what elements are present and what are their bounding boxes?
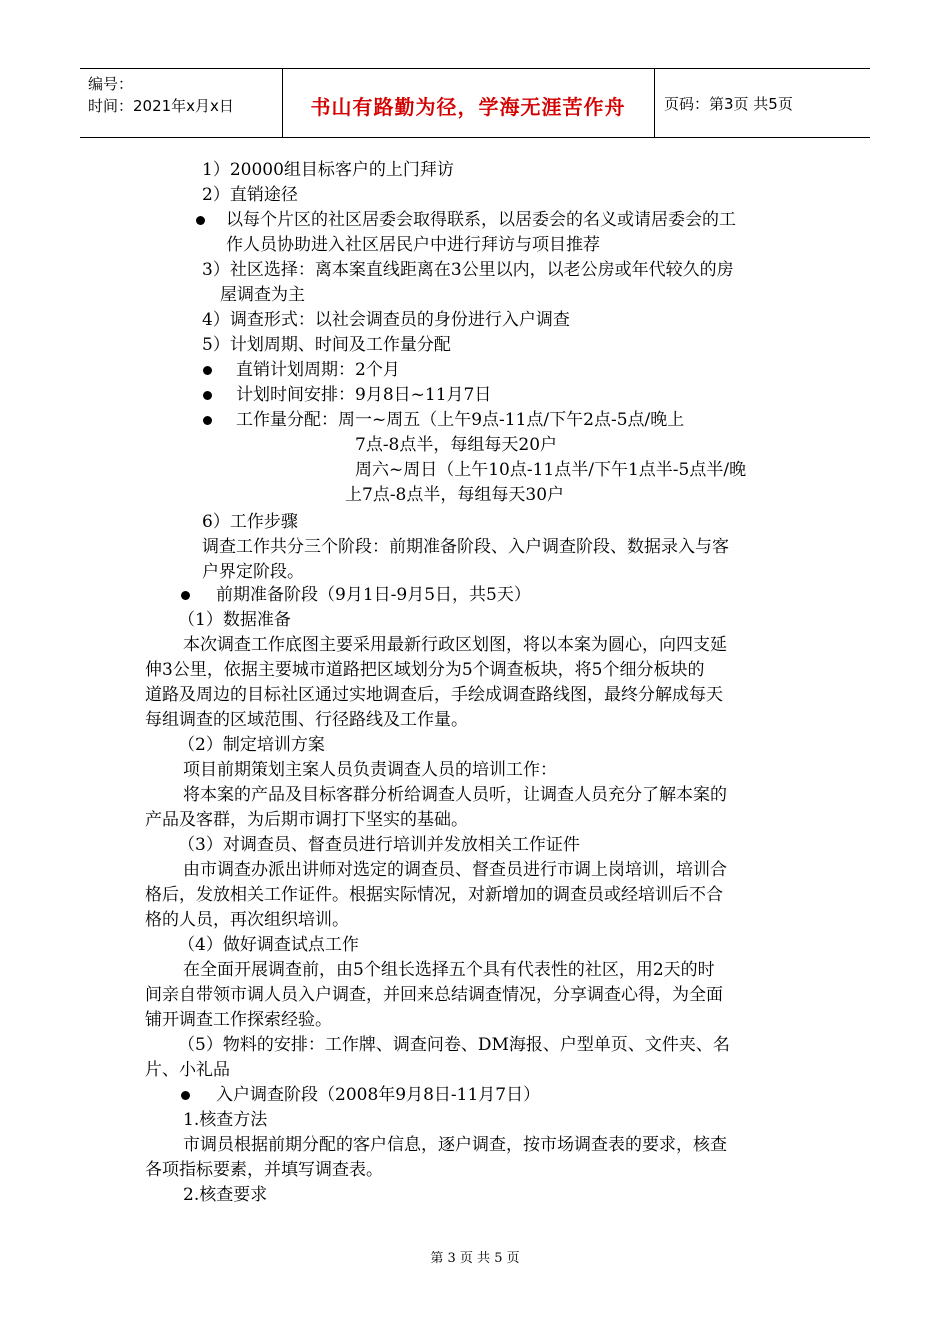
header-page-info: 页码：第3页 共5页 bbox=[664, 95, 793, 113]
body-line: 前期准备阶段（9月1日-9月5日，共5天） bbox=[216, 585, 531, 605]
header-number-label: 编号： bbox=[88, 75, 134, 93]
body-line: 伸3公里，依据主要城市道路把区域划分为5个调查板块，将5个细分板块的 bbox=[145, 660, 705, 680]
body-line: 4）调查形式：以社会调查员的身份进行入户调查 bbox=[202, 310, 570, 330]
body-line: 5）计划周期、时间及工作量分配 bbox=[202, 335, 451, 355]
body-line: 格的人员，再次组织培训。 bbox=[145, 910, 349, 930]
body-line: 市调员根据前期分配的客户信息，逐户调查，按市场调查表的要求，核查 bbox=[183, 1135, 727, 1155]
body-line: 每组调查的区域范围、行径路线及工作量。 bbox=[145, 710, 468, 730]
bullet-icon bbox=[196, 216, 205, 225]
body-line: 本次调查工作底图主要采用最新行政区划图，将以本案为圆心，向四支延 bbox=[183, 635, 727, 655]
body-line: 屋调查为主 bbox=[220, 285, 305, 305]
body-line: 户界定阶段。 bbox=[202, 562, 304, 582]
body-line: 道路及周边的目标社区通过实地调查后，手绘成调查路线图，最终分解成每天 bbox=[145, 685, 723, 705]
bullet-icon bbox=[203, 391, 212, 400]
body-line: 在全面开展调查前，由5个组长选择五个具有代表性的社区，用2天的时 bbox=[183, 960, 715, 980]
page-header bbox=[80, 68, 870, 138]
header-left bbox=[88, 73, 234, 117]
body-line: 6）工作步骤 bbox=[202, 512, 298, 532]
body-line: 工作量分配：周一~周五（上午9点-11点/下午2点-5点/晚上 bbox=[236, 410, 685, 430]
body-line: （5）物料的安排：工作牌、调查问卷、DM海报、户型单页、文件夹、名 bbox=[178, 1035, 730, 1055]
body-line: 间亲自带领市调人员入户调查，并回来总结调查情况，分享调查心得，为全面 bbox=[145, 985, 723, 1005]
body-line: 铺开调查工作探索经验。 bbox=[145, 1010, 332, 1030]
page-footer: 第 3 页 共 5 页 bbox=[430, 1251, 520, 1266]
body-line: 以每个片区的社区居委会取得联系，以居委会的名义或请居委会的工 bbox=[226, 210, 736, 230]
body-line: 2）直销途径 bbox=[202, 185, 298, 205]
body-line: 7点-8点半，每组每天20户 bbox=[355, 435, 558, 455]
body-line: （4）做好调查试点工作 bbox=[178, 935, 359, 955]
body-line: 2.核查要求 bbox=[183, 1185, 268, 1205]
body-line: 项目前期策划主案人员负责调查人员的培训工作： bbox=[183, 760, 557, 780]
body-line: 片、小礼品 bbox=[145, 1060, 230, 1080]
header-divider bbox=[654, 69, 655, 137]
body-line: 入户调查阶段（2008年9月8日-11月7日） bbox=[216, 1085, 541, 1105]
bullet-icon bbox=[181, 591, 190, 600]
body-line: 各项指标要素，并填写调查表。 bbox=[145, 1160, 383, 1180]
body-line: 1.核查方法 bbox=[183, 1110, 268, 1130]
body-line: 作人员协助进入社区居民户中进行拜访与项目推荐 bbox=[226, 235, 600, 255]
bullet-icon bbox=[203, 366, 212, 375]
body-line: 周六~周日（上午10点-11点半/下午1点半-5点半/晚 bbox=[355, 460, 747, 480]
body-line: 格后，发放相关工作证件。根据实际情况，对新增加的调查员或经培训后不合 bbox=[145, 885, 723, 905]
body-line: 调查工作共分三个阶段：前期准备阶段、入户调查阶段、数据录入与客 bbox=[202, 537, 729, 557]
body-line: 由市调查办派出讲师对选定的调查员、督查员进行市调上岗培训，培训合 bbox=[183, 860, 727, 880]
body-line: 产品及客群，为后期市调打下坚实的基础。 bbox=[145, 810, 468, 830]
header-date: 时间：2021年x月x日 bbox=[88, 97, 234, 115]
body-line: （1）数据准备 bbox=[178, 610, 291, 630]
body-line: 将本案的产品及目标客群分析给调查人员听，让调查人员充分了解本案的 bbox=[183, 785, 727, 805]
body-line: 直销计划周期：2个月 bbox=[236, 360, 400, 380]
body-line: 上7点-8点半，每组每天30户 bbox=[345, 485, 565, 505]
body-line: （3）对调查员、督查员进行培训并发放相关工作证件 bbox=[178, 835, 580, 855]
bullet-icon bbox=[181, 1091, 190, 1100]
body-line: 1）20000组目标客户的上门拜访 bbox=[202, 160, 454, 180]
body-line: 计划时间安排：9月8日~11月7日 bbox=[236, 385, 492, 405]
body-line: （2）制定培训方案 bbox=[178, 735, 325, 755]
header-motto: 书山有路勤为径，学海无涯苦作舟 bbox=[310, 95, 626, 119]
body-line: 3）社区选择：离本案直线距离在3公里以内，以老公房或年代较久的房 bbox=[202, 260, 734, 280]
bullet-icon bbox=[203, 416, 212, 425]
